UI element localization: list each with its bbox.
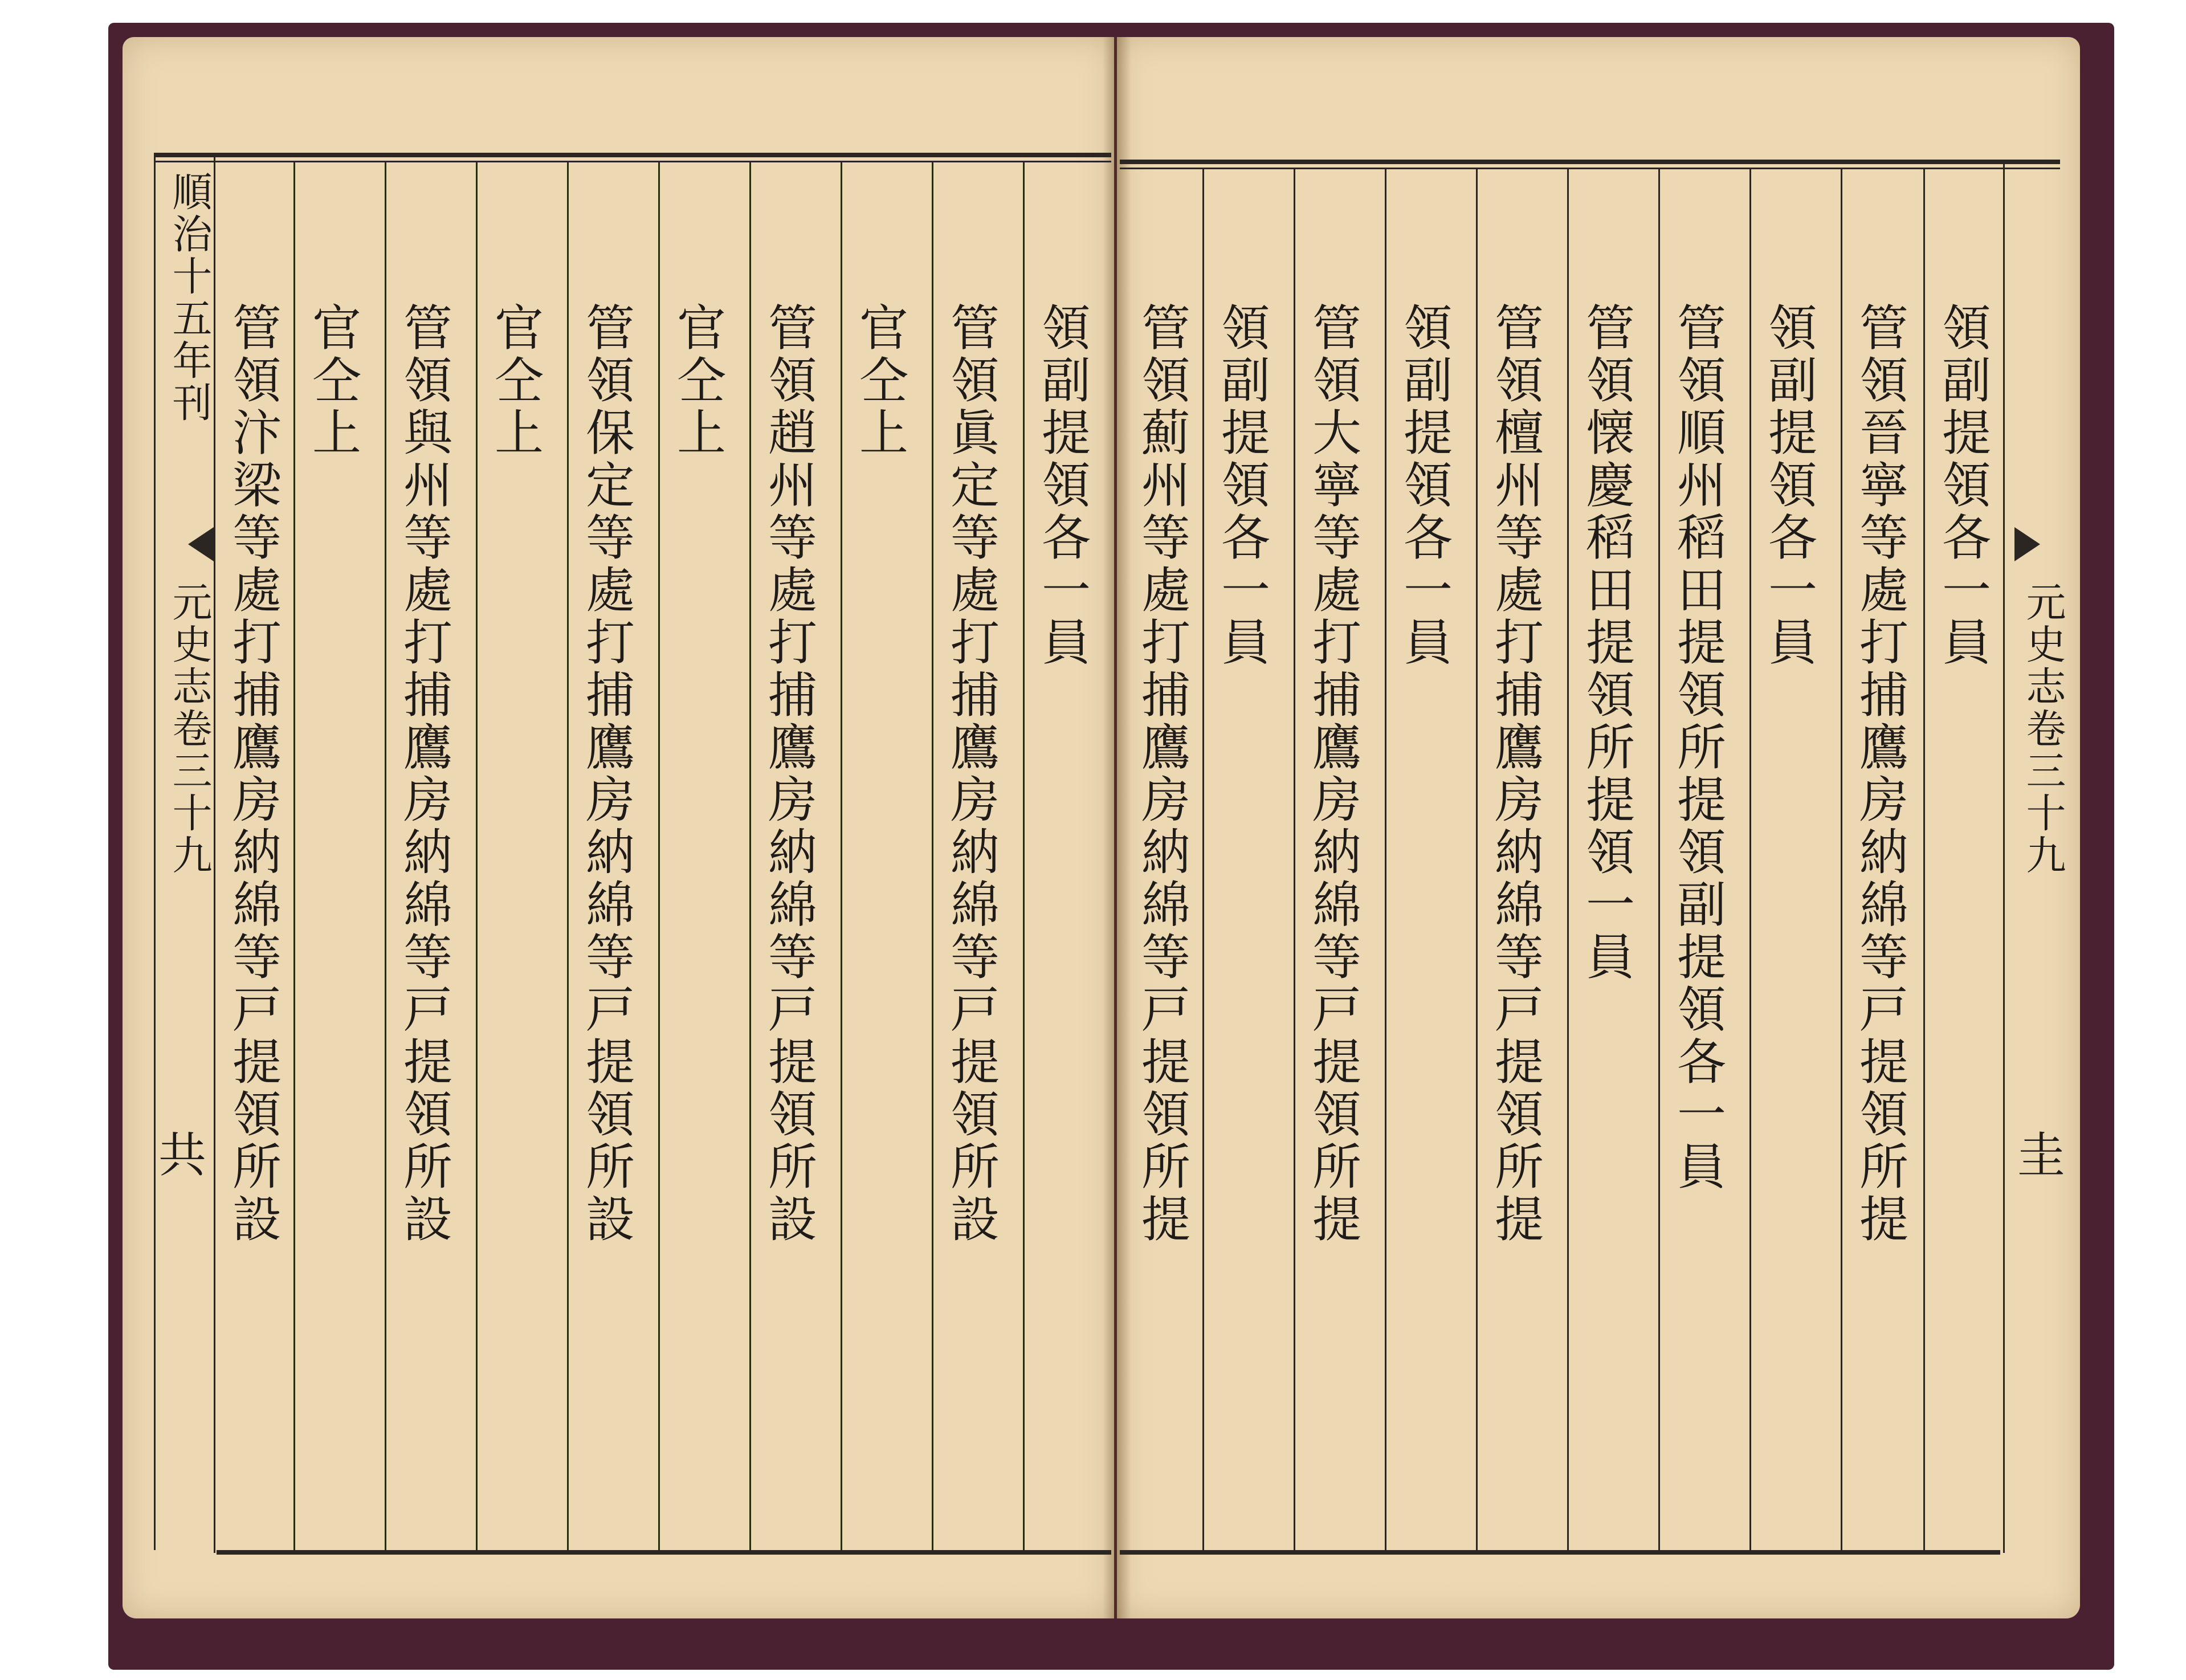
left-column-divider (932, 162, 933, 1550)
left-column-divider (1023, 162, 1025, 1550)
text-column: 管領檀州等處打捕鷹房納綿等戸提領所提 (1486, 302, 1543, 1246)
right-top-border-inner (1120, 168, 2060, 169)
left-bottom-border (217, 1550, 1111, 1555)
text-column: 領副提領各一員 (1934, 302, 1991, 669)
text-column: 官仝上 (304, 302, 361, 459)
left-top-border-inner (154, 161, 1111, 162)
text-column: 管領晉寧等處打捕鷹房納綿等戸提領所提 (1851, 302, 1908, 1246)
right-column-divider (1202, 168, 1204, 1550)
right-column-divider (1658, 168, 1660, 1550)
text-column: 領副提領各一員 (1395, 302, 1452, 669)
left-column-divider (385, 162, 386, 1550)
text-column: 管領保定等處打捕鷹房納綿等戸提領所設 (577, 302, 634, 1246)
text-column: 管領順州稻田提領所提領副提領各一員 (1669, 302, 1726, 1193)
text-column: 官仝上 (668, 302, 725, 459)
book-spine (1103, 37, 1131, 1618)
text-column: 官仝上 (486, 302, 543, 459)
left-column-divider (749, 162, 751, 1550)
left-outer-border (154, 154, 156, 1550)
left-column-divider (567, 162, 569, 1550)
left-column-divider (658, 162, 660, 1550)
right-column-divider (1476, 168, 1478, 1550)
text-column: 管領懐慶稻田提領所提領一員 (1577, 302, 1634, 984)
left-column-divider (476, 162, 478, 1550)
right-column-divider (1841, 168, 1842, 1550)
text-column: 管領薊州等處打捕鷹房納綿等戸提領所提 (1133, 302, 1190, 1246)
right-top-border (1120, 160, 2060, 164)
text-column: 領副提領各一員 (1033, 302, 1090, 669)
text-column: 管領大寧等處打捕鷹房納綿等戸提領所提 (1304, 302, 1361, 1246)
right-column-divider (1567, 168, 1569, 1550)
right-bottom-border (1120, 1550, 2000, 1555)
text-column: 領副提領各一員 (1213, 302, 1270, 669)
text-column: 管領趙州等處打捕鷹房納綿等戸提領所設 (760, 302, 817, 1246)
fish-tail-mark (162, 527, 214, 561)
fish-tail-mark (2014, 527, 2066, 561)
book-title-label: 元史志卷三十九 (2020, 581, 2066, 876)
left-column-divider (293, 162, 295, 1550)
text-column: 領副提領各一員 (1760, 302, 1817, 669)
page-number: 圭 (2017, 1127, 2066, 1183)
right-column-divider (1923, 168, 1925, 1550)
text-column: 官仝上 (851, 302, 908, 459)
right-margin-border (2003, 162, 2005, 1553)
left-column-divider (841, 162, 842, 1550)
book-title-label: 元史志卷三十九 (166, 581, 213, 876)
text-column: 管領汴梁等處打捕鷹房納綿等戸提領所設 (224, 302, 281, 1246)
right-column-divider (1749, 168, 1751, 1550)
left-top-border (154, 153, 1111, 157)
right-column-divider (1385, 168, 1386, 1550)
page-number: 共 (158, 1127, 207, 1183)
edition-note: 順治十五年刊 (166, 171, 213, 424)
text-column: 管領眞定等處打捕鷹房納綿等戸提領所設 (942, 302, 999, 1246)
right-column-divider (1294, 168, 1295, 1550)
text-column: 管領與州等處打捕鷹房納綿等戸提領所設 (395, 302, 452, 1246)
